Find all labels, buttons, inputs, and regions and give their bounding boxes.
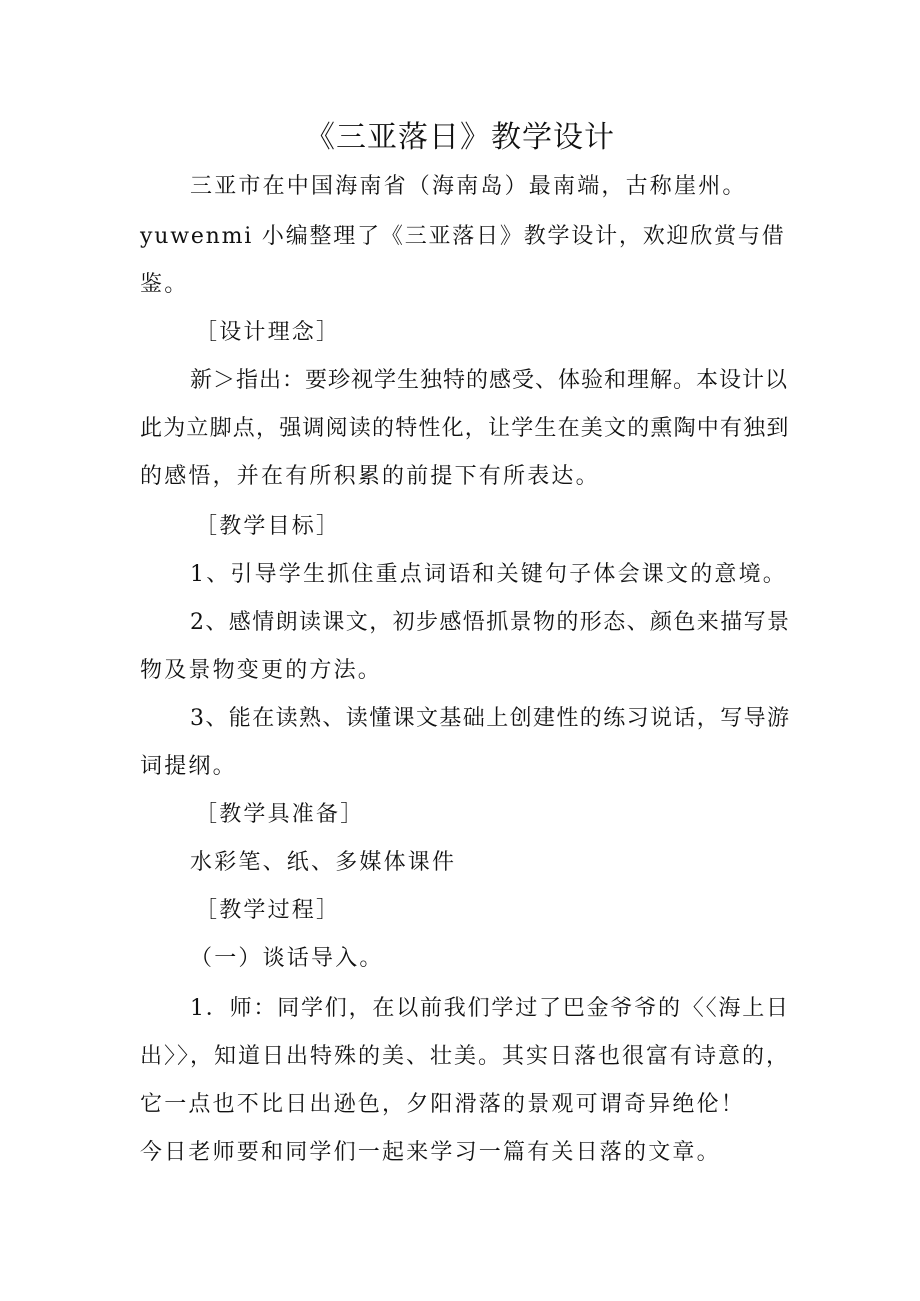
section-heading-design-concept: ［设计理念］ bbox=[195, 320, 341, 345]
intro-line-1: 三亚市在中国海南省（海南岛）最南端，古称崖州。 bbox=[190, 174, 747, 199]
paragraph-line: 新＞指出：要珍视学生独特的感受、体验和理解。本设计以 bbox=[190, 368, 789, 393]
goal-item-2-cont: 物及景物变更的方法。 bbox=[140, 658, 383, 683]
section-heading-teaching-goals: ［教学目标］ bbox=[195, 514, 341, 539]
intro-line-3: 鉴。 bbox=[140, 272, 189, 297]
paragraph-line: 出〉〉，知道日出特殊的美、壮美。其实日落也很富有诗意的， bbox=[140, 1044, 791, 1069]
goal-item-3-cont: 词提纲。 bbox=[140, 754, 237, 779]
section-heading-process: ［教学过程］ bbox=[195, 898, 341, 923]
document-title: 《三亚落日》教学设计 bbox=[305, 120, 615, 155]
goal-item-3: 3、能在读熟、读懂课文基础上创建性的练习说话，写导游 bbox=[190, 706, 791, 731]
materials-list: 水彩笔、纸、多媒体课件 bbox=[190, 850, 457, 875]
paragraph-line: 的感悟，并在有所积累的前提下有所表达。 bbox=[140, 464, 600, 489]
paragraph-line: 1．师：同学们，在以前我们学过了巴金爷爷的〈〈海上日 bbox=[190, 996, 790, 1021]
paragraph-line: 此为立脚点，强调阅读的特性化，让学生在美文的熏陶中有独到 bbox=[140, 416, 790, 441]
section-heading-materials: ［教学具准备］ bbox=[195, 802, 365, 827]
paragraph-line: 它一点也不比日出逊色，夕阳滑落的景观可谓奇异绝伦！ bbox=[140, 1092, 746, 1117]
paragraph-line: 今日老师要和同学们一起来学习一篇有关日落的文章。 bbox=[140, 1140, 721, 1165]
goal-item-1: 1、引导学生抓住重点词语和关键句子体会课文的意境。 bbox=[190, 562, 787, 587]
goal-item-2: 2、感情朗读课文，初步感悟抓景物的形态、颜色来描写景 bbox=[190, 610, 791, 635]
intro-line-2: yuwenmi 小编整理了《三亚落日》教学设计，欢迎欣赏与借 bbox=[140, 224, 786, 249]
process-step-heading: （一）谈话导入。 bbox=[190, 946, 384, 971]
